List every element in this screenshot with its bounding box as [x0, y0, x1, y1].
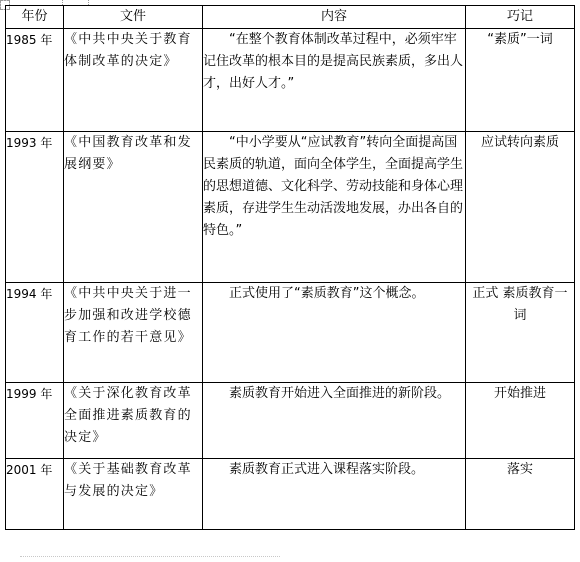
table-row	[6, 383, 575, 459]
mnemonic-cell: 正式 素质教育一词	[466, 283, 575, 383]
year-cell: 1994 年	[6, 283, 64, 383]
year-cell: 1985 年	[6, 29, 64, 132]
content-cell	[203, 29, 466, 132]
content-text: 素质教育开始进入全面推进的新阶段。	[229, 386, 451, 401]
header-content: 内容	[203, 6, 466, 29]
document-cell: 《中共中央关于教育体制改革的决定》	[64, 29, 203, 132]
content-cell	[203, 383, 466, 459]
mnemonic-cell: “素质”一词	[466, 29, 575, 132]
content-cell	[203, 459, 466, 530]
table-header-row	[6, 6, 575, 29]
header-document: 文件	[64, 6, 203, 29]
education-policy-table	[5, 5, 575, 530]
table-row	[6, 132, 575, 283]
document-cell: 《中共中央关于进一步加强和改进学校德育工作的若干意见》	[64, 283, 203, 383]
content-cell	[203, 132, 466, 283]
content-text: 素质教育正式进入课程落实阶段。	[229, 462, 425, 477]
mnemonic-cell: 开始推进	[466, 383, 575, 459]
content-text: “在整个教育体制改革过程中，必须牢牢记住改革的根本目的是提高民族素质，多出人才，出好人才。”	[203, 32, 464, 91]
table-row	[6, 459, 575, 530]
document-cell: 《关于深化教育改革全面推进素质教育的决定》	[64, 383, 203, 459]
content-cell	[203, 283, 466, 383]
header-mnemonic: 巧记	[466, 6, 575, 29]
year-cell: 1993 年	[6, 132, 64, 283]
document-cell: 《中国教育改革和发展纲要》	[64, 132, 203, 283]
mnemonic-cell: 落实	[466, 459, 575, 530]
header-year: 年份	[6, 6, 64, 29]
year-cell: 2001 年	[6, 459, 64, 530]
document-cell: 《关于基础教育改革与发展的决定》	[64, 459, 203, 530]
content-text: 正式使用了“素质教育”这个概念。	[229, 286, 425, 301]
content-text: “中小学要从“应试教育”转向全面提高国民素质的轨道，面向全体学生，全面提高学生的思想道德、文化科学、劳动技能和身体心理素质，存进学生生动活泼地发展，办出各自的特色。”	[203, 135, 464, 238]
cut-off-text-line	[20, 556, 280, 562]
year-cell: 1999 年	[6, 383, 64, 459]
mnemonic-cell: 应试转向素质	[466, 132, 575, 283]
table-row	[6, 29, 575, 132]
table-row	[6, 283, 575, 383]
